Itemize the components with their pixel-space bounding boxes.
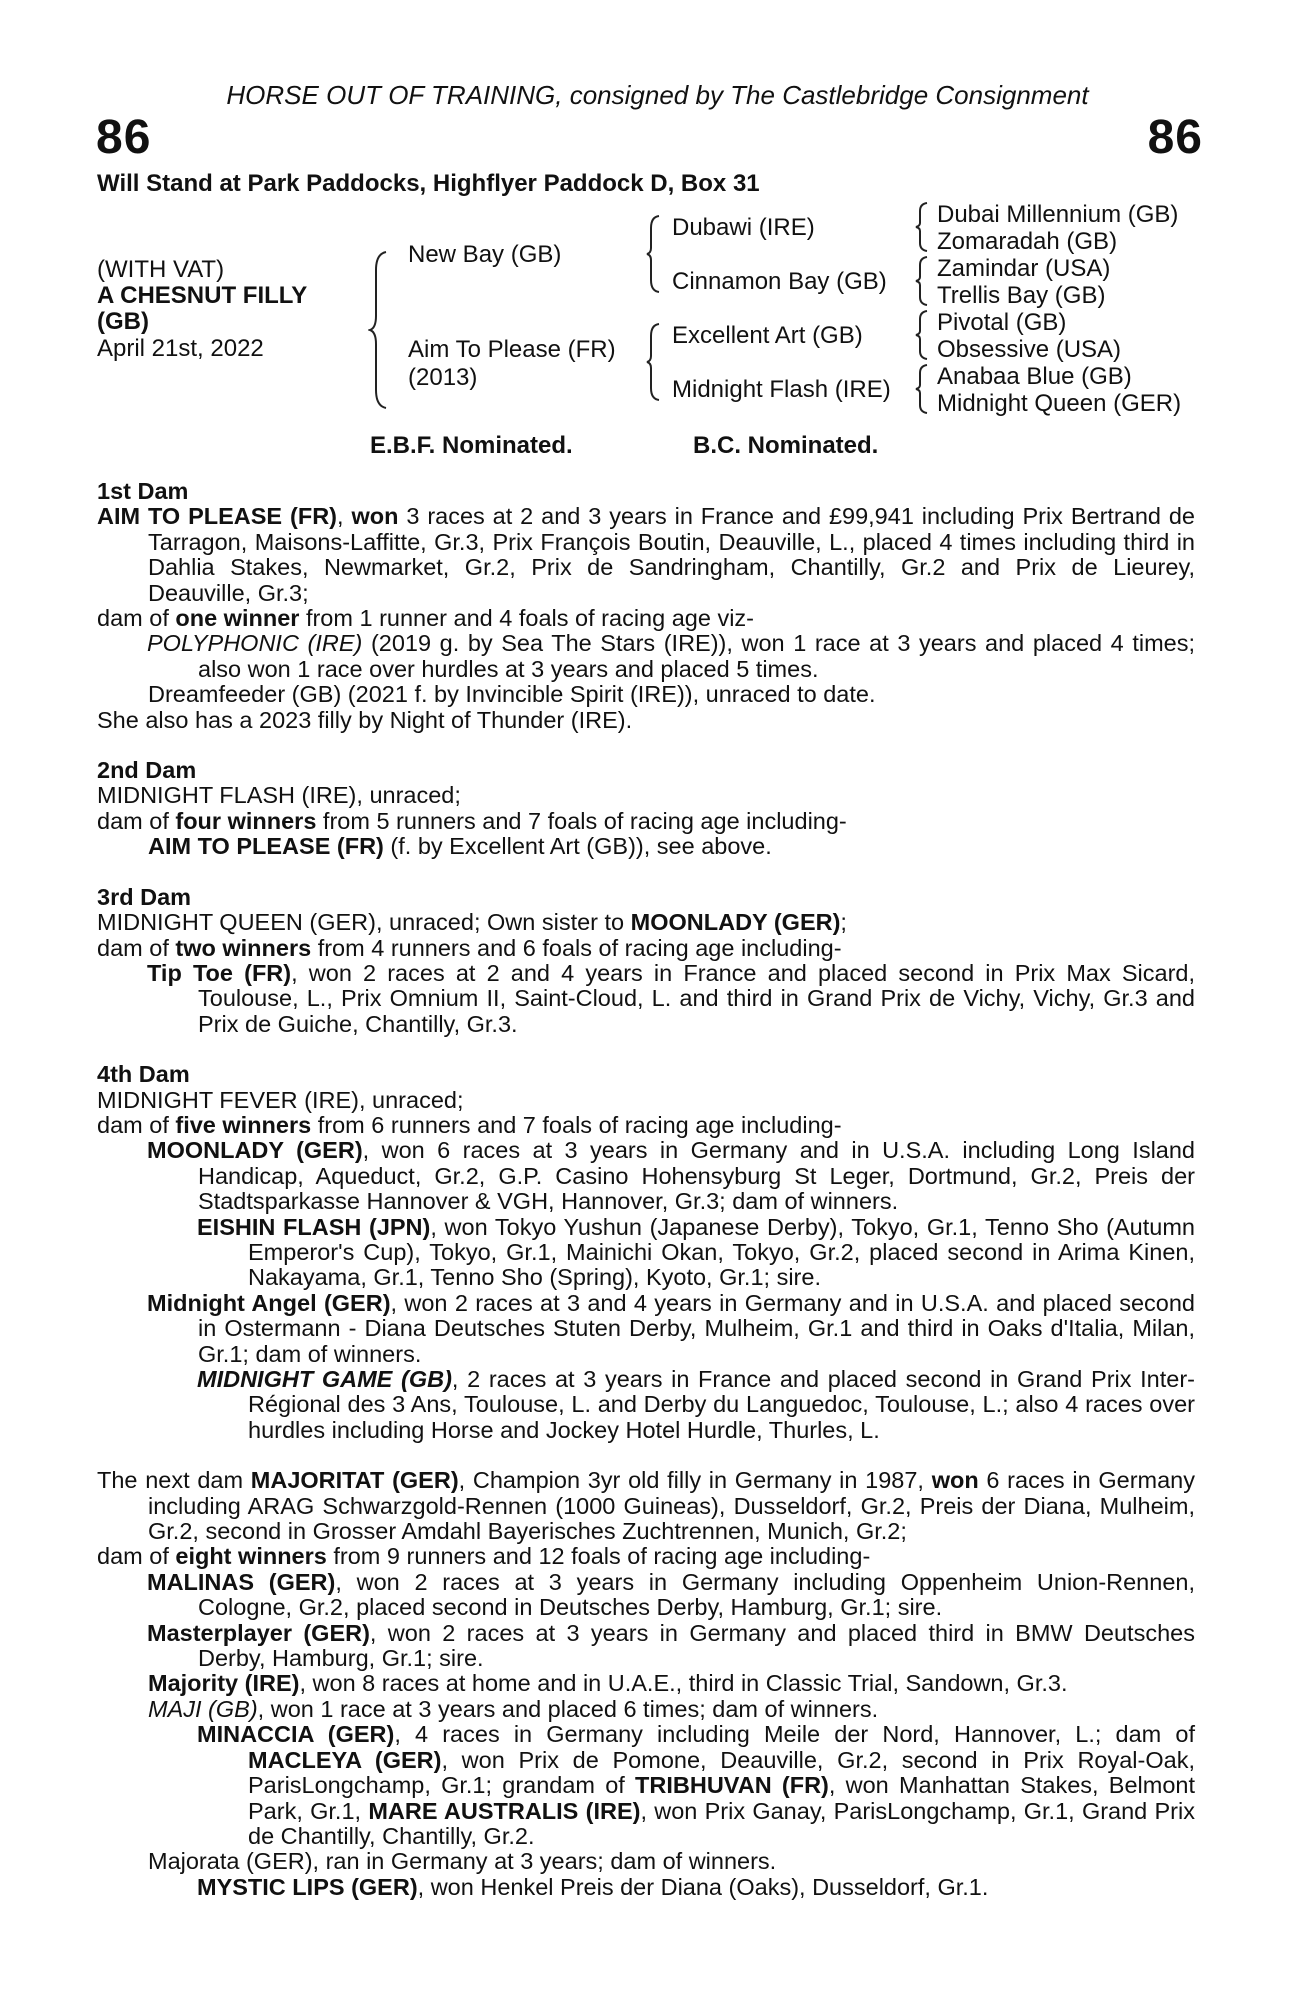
second-dam-record: MIDNIGHT FLASH (IRE), unraced; — [97, 782, 461, 809]
progeny-midnight-game: MIDNIGHT GAME (GB), 2 races at 3 years in France and placed second in Grand Prix Inter-Régional des 3 Ans, Toulouse, L. and Derby du Languedoc, Toulouse, L.; also 4 races over hurdles including Horse and Jockey Hotel Hurdle, Thurles, L. — [197, 1366, 1196, 1443]
progeny-polyphonic: POLYPHONIC (IRE) (2019 g. by Sea The Stars (IRE)), won 1 race at 3 years and placed 4 times; also won 1 race over hurdles at 3 years and placed 5 times. — [147, 630, 1195, 682]
lot-number-left: 86 — [96, 111, 152, 164]
dam-year: (2013) — [408, 364, 478, 391]
progeny-mystic-lips: MYSTIC LIPS (GER), won Henkel Preis der Diana (Oaks), Dusseldorf, Gr.1. — [197, 1873, 989, 1900]
ss-dam: Zomaradah (GB) — [937, 228, 1118, 255]
pedigree-brace-main — [368, 250, 392, 410]
second-dam-produce-summary: dam of four winners from 5 runners and 7 foals of racing age including- — [97, 807, 847, 834]
first-dam-produce-summary: dam of one winner from 1 runner and 4 foals of racing age viz- — [97, 605, 754, 632]
progeny-midnight-angel: Midnight Angel (GER), won 2 races at 3 and 4 years in Germany and in U.S.A. and placed second in Ostermann - Diana Deutsches Stuten Derby, Mulheim, Gr.1 and third in Oaks d'Italia, Milan, Gr.1; dam of winners. — [147, 1289, 1196, 1367]
sire-dam-name: Cinnamon Bay (GB) — [672, 268, 887, 295]
dd-sire: Anabaa Blue (GB) — [937, 363, 1132, 390]
dam-name: Aim To Please (FR) — [408, 336, 616, 363]
lot-number-right: 86 — [1147, 111, 1203, 164]
pedigree-brace-dam — [645, 322, 665, 402]
sd-dam: Trellis Bay (GB) — [937, 282, 1106, 309]
pedigree-brace-dd — [914, 363, 932, 415]
progeny-moonlady: MOONLADY (GER), won 6 races at 3 years in Germany and in U.S.A. including Long Island Handicap, Aqueduct, Gr.2, G.P. Casino Hohensyburg St Leger, Dortmund, Gr.2, Preis der Stadtsparkasse Hannover & VGH, Hannover, Gr.3; dam of winners. — [147, 1137, 1195, 1215]
first-dam-record: AIM TO PLEASE (FR), won 3 races at 2 and 3 years in France and £99,941 including Prix Bertrand de Tarragon, Maisons-Laffitte, Gr.3, Prix François Boutin, Deauville, L., placed 4 times including third in Dahlia Stakes, Newmarket, Gr.2, Prix de Sandringham, Chantilly, Gr.2 and Prix de Lieurey, Deauville, Gr.3; — [97, 503, 1196, 606]
foaling-date: April 21st, 2022 — [97, 335, 264, 362]
progeny-masterplayer: Masterplayer (GER), won 2 races at 3 years in Germany and placed third in BMW Deutsches Derby, Hamburg, Gr.1; sire. — [147, 1619, 1195, 1672]
dam-details — [97, 479, 1195, 1900]
third-dam-record: MIDNIGHT QUEEN (GER), unraced; Own sister to MOONLADY (GER); — [97, 909, 847, 936]
ss-sire: Dubai Millennium (GB) — [937, 201, 1179, 228]
horse-name: A CHESNUT FILLY — [97, 282, 308, 309]
ds-sire: Pivotal (GB) — [937, 309, 1067, 336]
progeny-dreamfeeder: Dreamfeeder (GB) (2021 f. by Invincible Spirit (IRE)), unraced to date. — [148, 681, 876, 708]
fourth-dam-record: MIDNIGHT FEVER (IRE), unraced; — [97, 1086, 464, 1113]
first-dam-name: AIM TO PLEASE (FR) — [97, 503, 337, 530]
ebf-nomination: E.B.F. Nominated. — [370, 432, 573, 459]
fourth-dam-produce-summary: dam of five winners from 6 runners and 7 foals of racing age including- — [97, 1111, 842, 1138]
sire-name: New Bay (GB) — [408, 241, 562, 268]
first-dam-heading: 1st Dam — [97, 478, 189, 504]
first-dam-also: She also has a 2023 filly by Night of Thunder (IRE). — [97, 706, 633, 733]
progeny-majority: Majority (IRE), won 8 races at home and in U.A.E., third in Classic Trial, Sandown, Gr.3. — [148, 1670, 1068, 1697]
progeny-majorata: Majorata (GER), ran in Germany at 3 years; dam of winners. — [148, 1848, 777, 1875]
progeny-tip-toe: Tip Toe (FR), won 2 races at 2 and 4 years in France and placed second in Prix Max Sicard, Toulouse, L., Prix Omnium II, Saint-Cloud, L. and third in Grand Prix de Vichy, Vichy, Gr.3 and Prix de Guiche, Chantilly, Gr.3. — [147, 959, 1195, 1037]
progeny-aim-to-please: AIM TO PLEASE (FR) (f. by Excellent Art (GB)), see above. — [148, 833, 772, 860]
vat-note: (WITH VAT) — [97, 256, 225, 283]
pedigree-brace-sd — [914, 255, 932, 307]
dam-dam-name: Midnight Flash (IRE) — [672, 376, 891, 403]
fourth-dam-heading: 4th Dam — [97, 1061, 190, 1088]
pedigree-brace-ss — [914, 201, 932, 253]
progeny-malinas: MALINAS (GER), won 2 races at 3 years in Germany including Oppenheim Union-Rennen, Cologne, Gr.2, placed second in Deutsches Derby, Hamburg, Gr.1; sire. — [147, 1568, 1195, 1621]
pedigree-brace-ds — [914, 309, 932, 361]
progeny-eishin-flash: EISHIN FLASH (JPN), won Tokyo Yushun (Japanese Derby), Tokyo, Gr.1, Tenno Sho (Autumn Emperor's Cup), Tokyo, Gr.1, Mainichi Okan, Tokyo, Gr.2, placed second in Arima Kinen, Nakayama, Gr.1, Tenno Sho (Spring), Kyoto, Gr.1; sire. — [197, 1213, 1195, 1291]
second-dam-heading: 2nd Dam — [97, 757, 197, 784]
horse-origin: (GB) — [97, 308, 149, 335]
dam-sire-name: Excellent Art (GB) — [672, 322, 863, 349]
progeny-minaccia: MINACCIA (GER), 4 races in Germany including Meile der Nord, Hannover, L.; dam of MACLEYA (GER), won Prix de Pomone, Deauville, Gr.2, second in Prix Royal-Oak, ParisLongchamp, Gr.1; grandam of TRIBHUVAN (FR), won Manhattan Stakes, Belmont Park, Gr.1, MARE AUSTRALIS (IRE), won Prix Ganay, ParisLongchamp, Gr.1, Grand Prix de Chantilly, Chantilly, Gr.2. — [197, 1721, 1195, 1849]
next-dam-record: The next dam MAJORITAT (GER), Champion 3yr old filly in Germany in 1987, won 6 races in Germany including ARAG Schwarzgold-Rennen (1000 Guineas), Dusseldorf, Gr.2, Preis der Diana, Mulheim, Gr.2, second in Grosser Amdahl Bayerisches Zuchtrennen, Munich, Gr.2; — [97, 1467, 1196, 1545]
third-dam-heading: 3rd Dam — [97, 883, 192, 910]
sd-sire: Zamindar (USA) — [937, 255, 1111, 282]
sire-sire-name: Dubawi (IRE) — [672, 214, 815, 241]
third-dam-produce-summary: dam of two winners from 4 runners and 6 foals of racing age including- — [97, 934, 842, 961]
catalogue-header: HORSE OUT OF TRAINING, consigned by The Castlebridge Consignment — [226, 80, 1089, 110]
pedigree-brace-sire — [645, 214, 665, 294]
stand-location: Will Stand at Park Paddocks, Highflyer Paddock D, Box 31 — [97, 170, 760, 197]
ds-dam: Obsessive (USA) — [937, 336, 1122, 363]
dd-dam: Midnight Queen (GER) — [937, 390, 1182, 417]
progeny-maji: MAJI (GB), won 1 race at 3 years and placed 6 times; dam of winners. — [148, 1695, 879, 1722]
next-dam-produce-summary: dam of eight winners from 9 runners and 12 foals of racing age including- — [97, 1543, 871, 1570]
bc-nomination: B.C. Nominated. — [693, 432, 879, 459]
